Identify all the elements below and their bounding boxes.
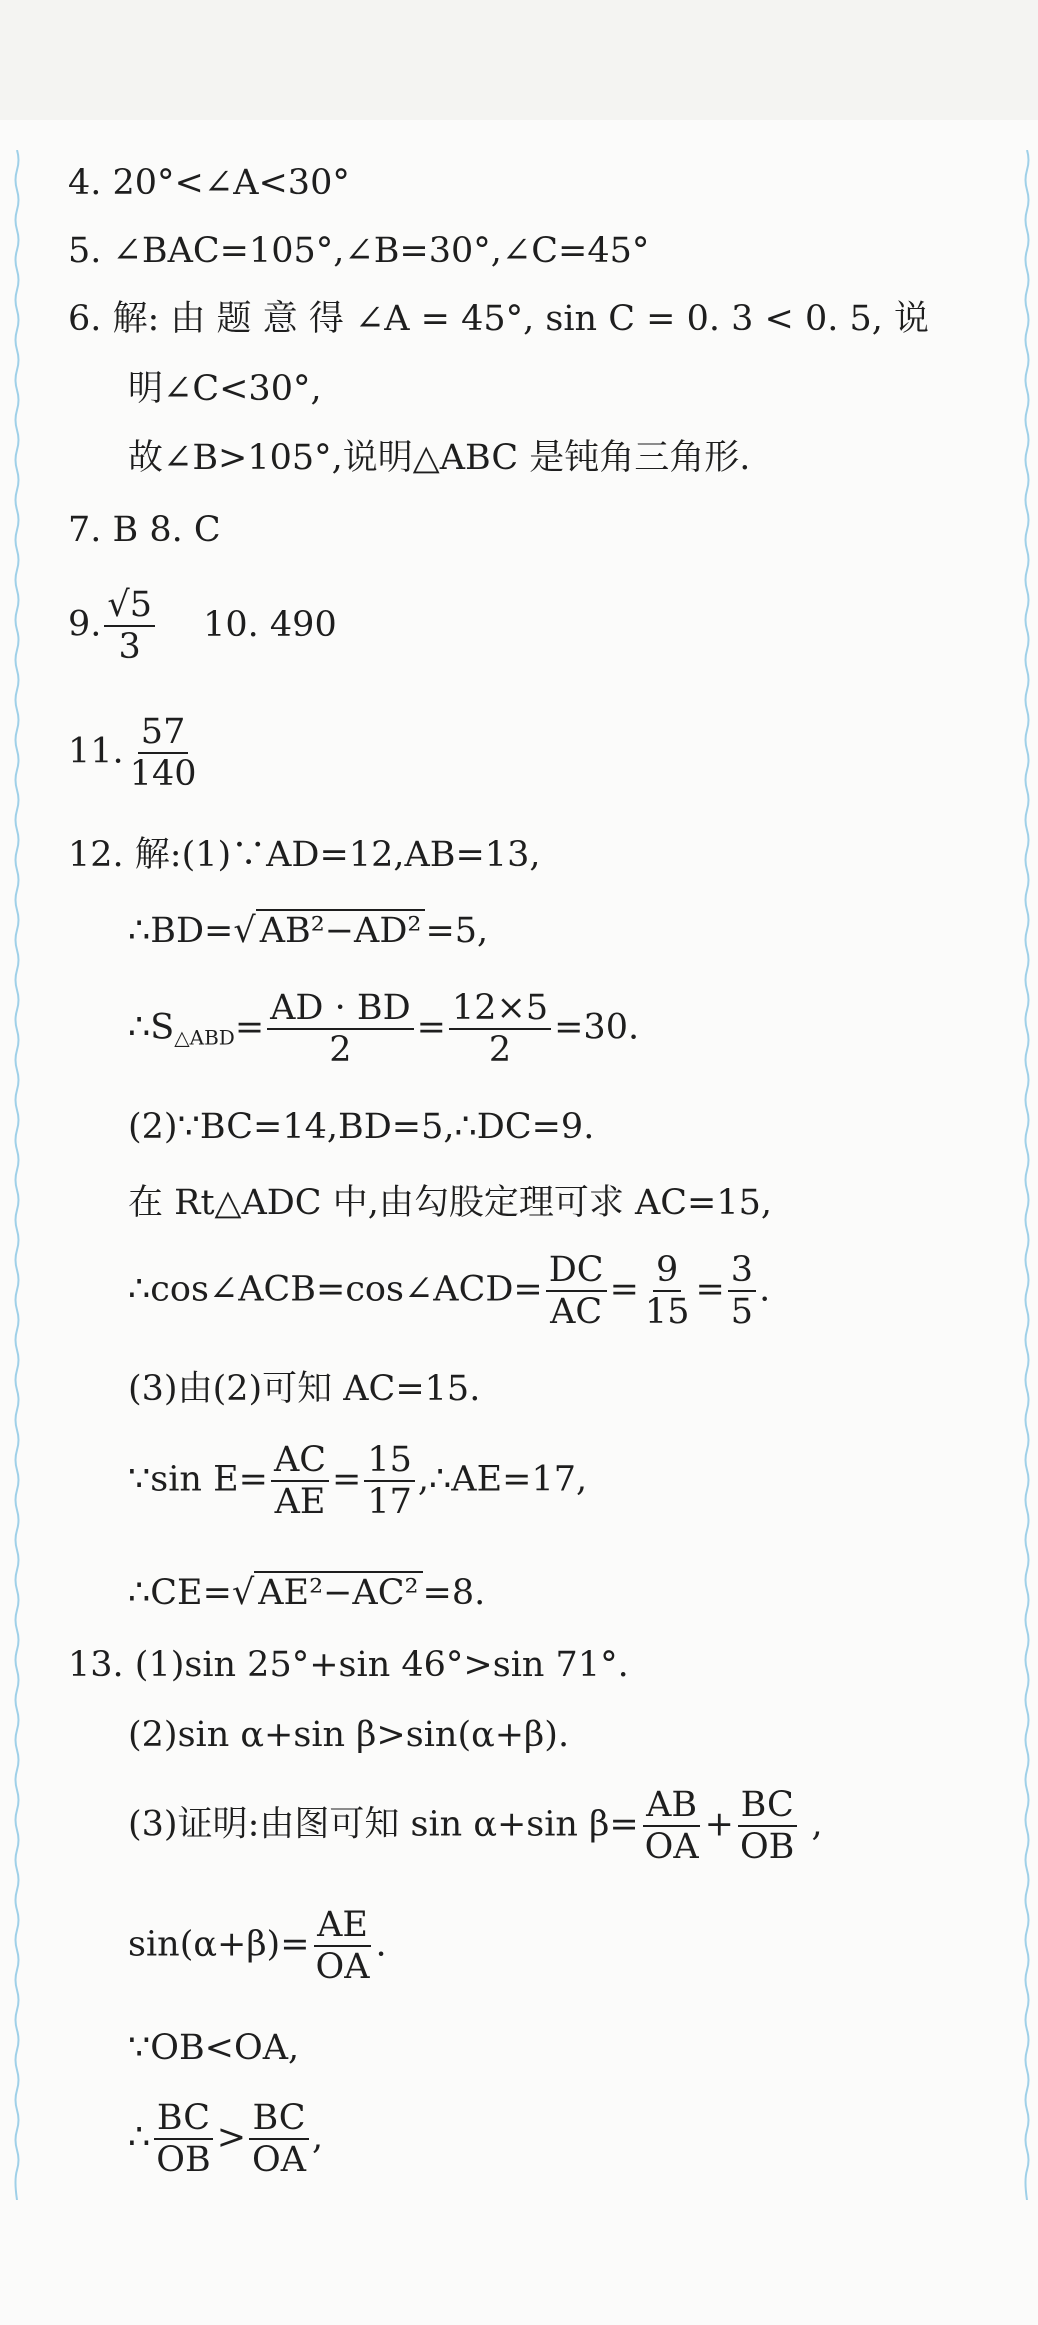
- proof-prefix: (3)证明:由图可知 sin α+sin β=: [128, 1804, 639, 1845]
- answer-10: 10. 490: [203, 604, 337, 645]
- answer-4: 4. 20°<∠A<30°: [68, 163, 350, 203]
- fraction-numerator: 12×5: [449, 988, 551, 1030]
- area-subscript: △ABD: [174, 1025, 235, 1050]
- fraction-denominator: 3: [118, 627, 141, 667]
- answer-9-10: [68, 585, 337, 667]
- fraction-denominator: OB: [156, 2140, 211, 2180]
- answer-11: [68, 712, 202, 794]
- fraction-denominator: OA: [644, 1827, 699, 1867]
- comma: ,: [800, 1804, 823, 1845]
- comma: ,: [312, 2117, 324, 2158]
- answer-12-line-7: (3)由(2)可知 AC=15.: [128, 1369, 481, 1409]
- answer-12-line-3: [128, 988, 639, 1070]
- radicand: AE²−AC²: [254, 1571, 422, 1613]
- equals-sign: =: [332, 1459, 362, 1500]
- answer-13-line-3: [128, 1785, 823, 1867]
- greater-than-sign: >: [216, 2117, 247, 2158]
- ce-prefix: ∴CE=: [128, 1573, 232, 1613]
- fraction-numerator: 3: [728, 1250, 756, 1292]
- answer-12-line-2: [128, 908, 488, 954]
- ae-result: ,∴AE=17,: [417, 1459, 588, 1500]
- cos-fraction-3: [728, 1250, 756, 1332]
- compare-fraction-1: [153, 2098, 213, 2180]
- fraction-denominator: 17: [367, 1482, 412, 1522]
- sin-fraction-1: [271, 1440, 329, 1522]
- period: .: [375, 1924, 387, 1965]
- answer-11-fraction: [127, 712, 200, 794]
- square-root-expression: √ AB²−AD²: [233, 908, 425, 954]
- fraction-denominator: AE: [274, 1482, 326, 1522]
- fraction-numerator: AC: [271, 1440, 329, 1482]
- equals-sign: =: [234, 1007, 265, 1048]
- fraction-numerator: AB: [643, 1785, 700, 1827]
- fraction-denominator: 2: [329, 1030, 352, 1070]
- fraction-numerator: BC: [738, 1785, 797, 1827]
- answer-12-line-1: 12. 解:(1)∵AD=12,AB=13,: [68, 835, 541, 875]
- therefore-symbol: ∴: [128, 2117, 151, 2158]
- equals-sign: =: [609, 1269, 639, 1310]
- answer-12-line-8: [128, 1440, 587, 1522]
- answer-6-line-2: 明∠C<30°,: [128, 369, 322, 409]
- answer-12-line-6: [128, 1250, 770, 1332]
- bd-prefix: ∴BD=: [128, 911, 234, 951]
- fraction-denominator: 140: [129, 754, 197, 794]
- answer-6-line-3: 故∠B>105°,说明△ABC 是钝角三角形.: [128, 438, 751, 478]
- fraction-denominator: OB: [739, 1827, 795, 1867]
- proof-fraction-2: [737, 1785, 797, 1867]
- fraction-denominator: 15: [644, 1292, 690, 1332]
- proof-fraction-1: [642, 1785, 702, 1867]
- plus-sign: +: [704, 1804, 734, 1845]
- fraction-numerator: 15: [364, 1440, 415, 1482]
- radicand: AB²−AD²: [256, 909, 426, 951]
- fraction-numerator: BC: [249, 2098, 308, 2140]
- answer-13-line-6: [128, 2098, 323, 2180]
- answer-9-number: 9.: [68, 604, 102, 645]
- fraction-numerator: BC: [154, 2098, 213, 2140]
- answer-12-line-9: [128, 1570, 485, 1616]
- answer-13-line-4: [128, 1905, 387, 1987]
- sin-sum-fraction: [313, 1905, 373, 1987]
- period: .: [759, 1269, 771, 1310]
- answer-9-fraction: [104, 585, 155, 667]
- answer-7-8: 7. B 8. C: [68, 510, 221, 550]
- top-margin-band: [0, 0, 1038, 120]
- fraction-numerator: √5: [104, 585, 155, 627]
- answer-12-line-4: (2)∵BC=14,BD=5,∴DC=9.: [128, 1107, 595, 1147]
- area-symbol: ∴S: [128, 1007, 175, 1048]
- area-fraction-2: [449, 988, 551, 1070]
- area-result: =30.: [554, 1007, 640, 1048]
- fraction-denominator: 2: [488, 1030, 512, 1070]
- answer-12-line-5: 在 Rt△ADC 中,由勾股定理可求 AC=15,: [128, 1183, 772, 1223]
- cos-prefix: ∴cos∠ACB=cos∠ACD=: [128, 1269, 543, 1310]
- fraction-denominator: AC: [550, 1292, 603, 1332]
- fraction-denominator: OA: [252, 2140, 307, 2180]
- left-decorative-border: [14, 150, 20, 2200]
- answer-13-line-1: 13. (1)sin 25°+sin 46°>sin 71°.: [68, 1645, 629, 1685]
- equals-sign: =: [695, 1269, 725, 1310]
- fraction-numerator: 9: [653, 1250, 681, 1292]
- cos-fraction-1: [546, 1250, 607, 1332]
- right-decorative-border: [1024, 150, 1030, 2200]
- answer-13-line-2: (2)sin α+sin β>sin(α+β).: [128, 1715, 570, 1755]
- bd-result: =5,: [425, 911, 489, 951]
- fraction-numerator: 57: [138, 712, 189, 754]
- area-fraction-1: [267, 988, 414, 1070]
- sin-fraction-2: [364, 1440, 415, 1522]
- sin-sum-prefix: sin(α+β)=: [128, 1924, 310, 1965]
- fraction-numerator: DC: [546, 1250, 607, 1292]
- sin-prefix: ∵sin E=: [128, 1459, 268, 1500]
- answer-13-line-5: ∵OB<OA,: [128, 2028, 300, 2068]
- fraction-numerator: AE: [314, 1905, 371, 1947]
- answer-5: 5. ∠BAC=105°,∠B=30°,∠C=45°: [68, 231, 650, 271]
- fraction-denominator: 5: [730, 1292, 754, 1332]
- equals-sign: =: [416, 1007, 446, 1048]
- fraction-denominator: OA: [315, 1947, 370, 1987]
- square-root-expression: √ AE²−AC²: [232, 1570, 423, 1616]
- cos-fraction-2: [642, 1250, 693, 1332]
- compare-fraction-2: [249, 2098, 309, 2180]
- answer-6-line-1: 6. 解: 由 题 意 得 ∠A = 45°, sin C = 0. 3 < 0. 5, 说: [68, 299, 929, 339]
- ce-result: =8.: [422, 1573, 486, 1613]
- answer-11-number: 11.: [68, 731, 124, 772]
- fraction-numerator: AD · BD: [267, 988, 414, 1030]
